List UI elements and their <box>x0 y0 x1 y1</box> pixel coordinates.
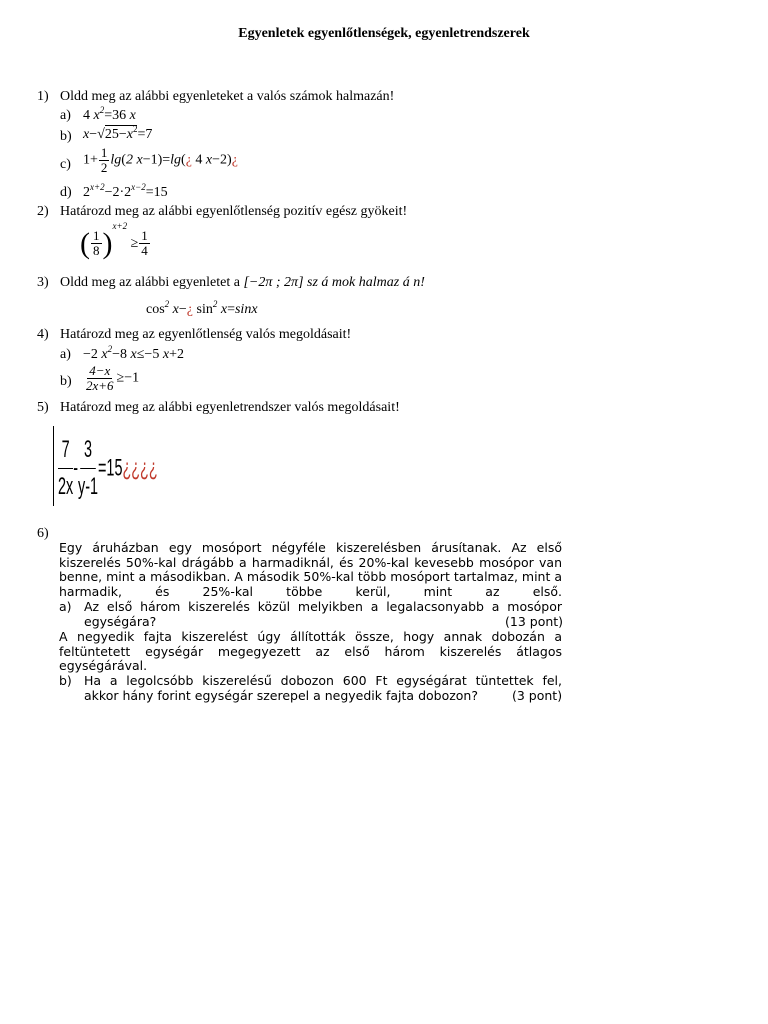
q2-frac-den: 8 <box>93 243 100 259</box>
q5-text: Határozd meg az alábbi egyenletrendszer valós megoldásait! <box>60 400 400 415</box>
q3-text-main: Oldd meg az alábbi egyenletet a <box>60 275 240 290</box>
q3-number: 3) <box>37 275 49 290</box>
q4b-frac-num: 4−x <box>89 363 111 378</box>
q5-rhs: =15 <box>98 454 123 482</box>
q5-frac1-num: 7 <box>58 432 73 469</box>
q6-paragraph-2: A negyedik fajta kiszerelést úgy állították össze, hogy annak dobozán a feltüntetett egységár megegyezett az első három kiszerelés átlagos egységárával. <box>59 629 562 674</box>
q2-exponent: x+2 <box>112 221 128 231</box>
q5-frac2-num: 3 <box>80 432 95 469</box>
q1a-label: a) <box>60 108 71 123</box>
q5-system-brace <box>53 426 57 506</box>
q4b-label: b) <box>60 374 72 389</box>
q1c-red-mark-2: ¿ <box>231 152 238 168</box>
q1-number: 1) <box>37 89 49 104</box>
q3-red-mark: ¿ <box>186 302 194 317</box>
q2-text: Határozd meg az alábbi egyenlőtlenség pozitív egész gyökeit! <box>60 204 408 219</box>
q2-inequality: ( $\frac{1}{8}$ )$^{x+2}$ ≥ $\frac{1}{4}$ <box>80 221 148 260</box>
q2-frac-num: 1 <box>93 228 100 244</box>
q1d-label: d) <box>60 185 72 200</box>
q2-relation: ≥ <box>130 236 139 251</box>
q6a-line-1: Az első három kiszerelés közül melyikben a legalacsonyabb a mosópor <box>84 599 562 614</box>
q1d-equation: $2^{x+2}-2\cdot 2^{x-2}=15$ <box>83 182 168 200</box>
q5-frac2-den: y-1 <box>78 473 99 500</box>
q1c-frac-num: 1 <box>100 145 108 160</box>
q1c-label: c) <box>60 157 71 172</box>
q6b-points: (3 pont) <box>512 688 563 703</box>
page-title: Egyenletek egyenlőtlenségek, egyenletrendszerek <box>238 26 530 41</box>
q4b-inequality <box>83 364 139 393</box>
q5-frac1-den: 2x <box>58 473 74 500</box>
q6-number: 6) <box>37 526 49 541</box>
q1c-equation: 1+ $\frac{1}{2}$ lg(2 x−1)=lg(¿ 4 x−2)¿ <box>83 145 238 175</box>
q1b-equation: $x-√25-x^2=7$ <box>83 124 153 142</box>
q3-interval: [−2π ; 2π] <box>243 275 304 290</box>
q5-minus: - <box>73 454 79 482</box>
q6b-line-2: akkor hány forint egységár szerepel a negyedik fajta dobozon? <box>84 688 478 703</box>
q5-number: 5) <box>37 400 49 415</box>
q6-paragraph-1: Egy áruházban egy mosóport négyféle kiszerelésben árusítanak. Az első kiszerelés 50%-kal drágább a harmadiknál, és 20%-kal kevesebb mosópor van benne, mint a másodikban. A második 50%-kal több mosóport tartalmaz, mint a harmadik, és 25%-kal többe kerül, mint az első. <box>59 540 563 599</box>
q2-rhs-den: 4 <box>141 243 148 259</box>
q2-rhs-num: 1 <box>141 228 148 244</box>
q1c-red-mark: ¿ <box>185 152 192 168</box>
q4a-label: a) <box>60 347 71 362</box>
q4b-rhs: ≥−1 <box>116 370 140 386</box>
q4b-frac-den: 2x+6 <box>86 378 114 393</box>
q6b-label: b) <box>59 673 72 688</box>
q6a-label: a) <box>59 599 72 614</box>
q1c-frac-den: 2 <box>100 160 108 175</box>
q1-text: Oldd meg az alábbi egyenleteket a valós számok halmazán! <box>60 89 395 104</box>
q6b-line-1: Ha a legolcsóbb kiszerelésű dobozon 600 Ft egységárat tüntettek fel, <box>84 673 562 688</box>
q3-tail: sz á mok halmaz á n! <box>307 275 425 290</box>
q4-number: 4) <box>37 327 49 342</box>
q4a-inequality: −2 $x^2-8$ x≤−5 x+2 <box>83 344 184 362</box>
q2-number: 2) <box>37 204 49 219</box>
q1b-label: b) <box>60 129 72 144</box>
q3-text <box>60 275 425 291</box>
q3-equation: $\cos^2$ x−¿ $\sin^2 x=\sin x$ <box>146 299 258 317</box>
q1a-equation: 4 $x^2=36$ x <box>83 105 136 123</box>
q5-system-equation <box>58 432 158 505</box>
q4-text: Határozd meg az egyenlőtlenség valós megoldásait! <box>60 327 352 342</box>
q5-red-marks: ¿¿¿¿ <box>122 454 158 482</box>
q6a-line-2: egységára? <box>84 614 157 629</box>
q6a-points: (13 pont) <box>505 614 564 629</box>
